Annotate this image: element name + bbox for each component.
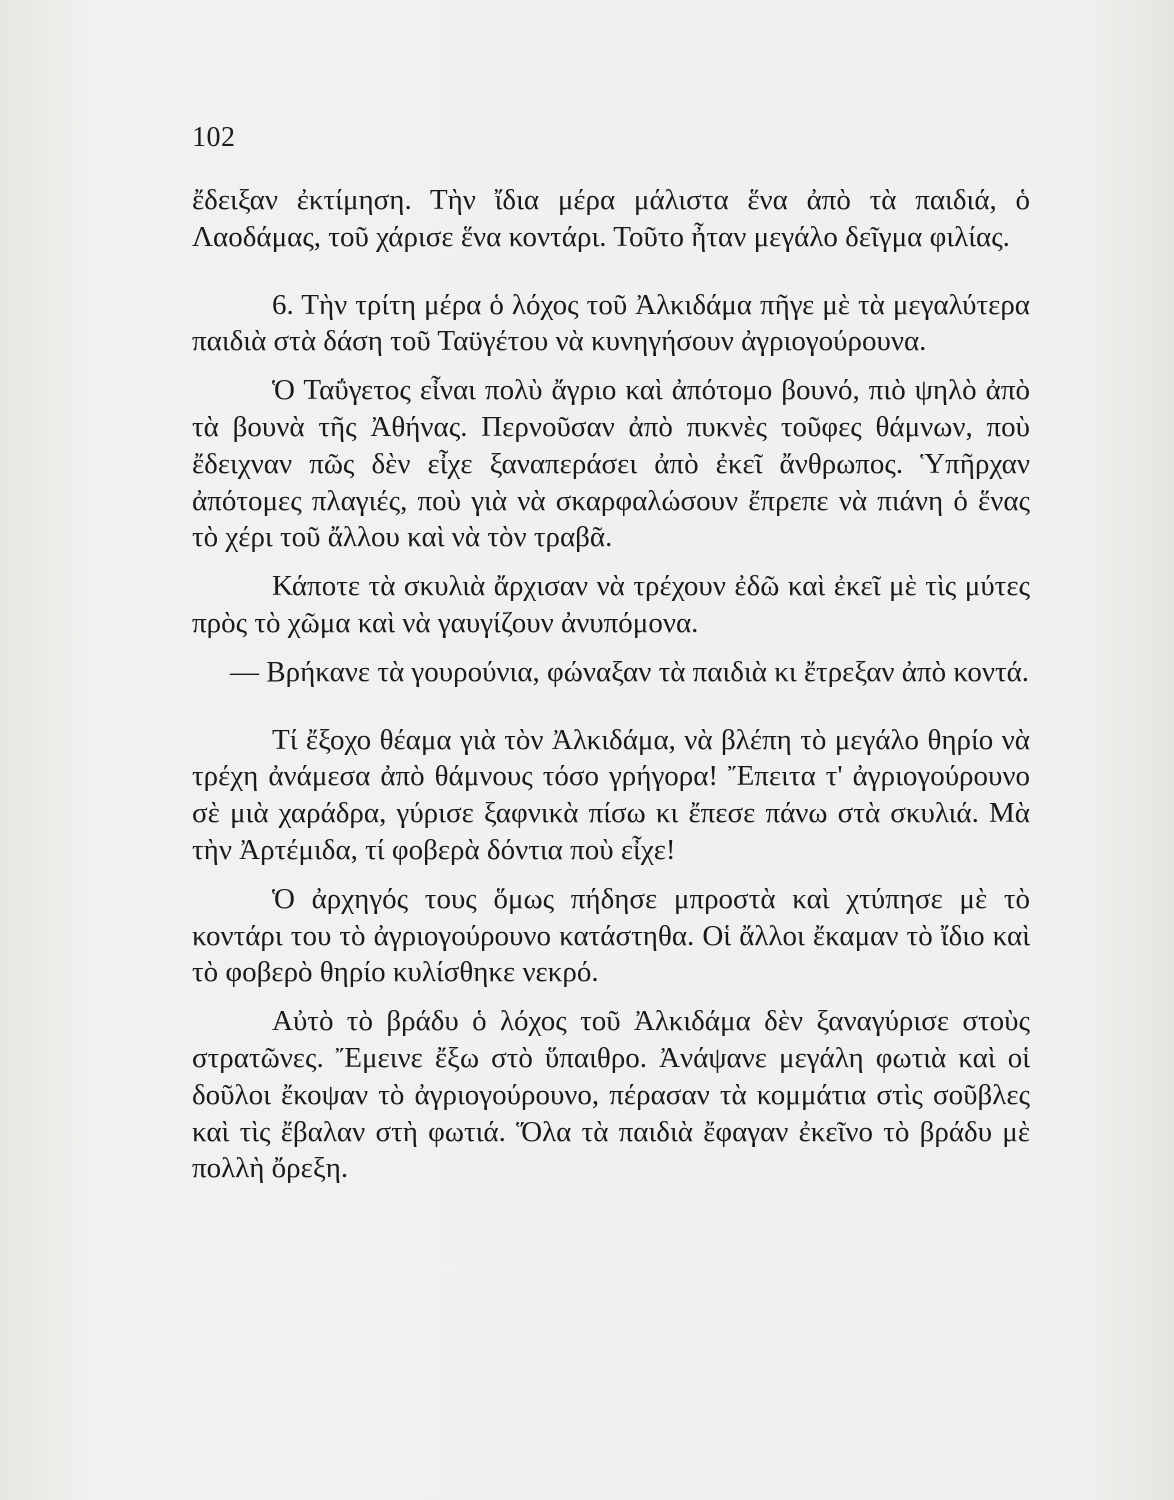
page-number: 102 bbox=[192, 122, 236, 153]
paragraph: Ὁ Ταΰγετος εἶναι πολὺ ἄγριο καὶ ἀπότομο βουνό, πιὸ ψηλὸ ἀπὸ τὰ βουνὰ τῆς Ἀθήνας. Περνοῦσαν ἀπὸ πυκνὲς τοῦφες θάμνων, ποὺ ἔδειχναν πῶς δὲν εἶχε ξαναπεράσει ἀπὸ ἐκεῖ ἄνθρωπος. Ὑπῆρχαν ἀπότομες πλαγιές, ποὺ γιὰ νὰ σκαρφαλώσουν ἔπρεπε νὰ πιάνη ὁ ἕνας τὸ χέρι τοῦ ἄλλου καὶ νὰ τὸν τραβᾶ. bbox=[192, 374, 1030, 554]
paragraph: Αὐτὸ τὸ βράδυ ὁ λόχος τοῦ Ἀλκιδάμα δὲν ξαναγύρισε στοὺς στρατῶνες. Ἔμεινε ἔξω στὸ ὕπαιθρο. Ἀνάψανε μεγάλη φωτιὰ καὶ οἱ δοῦλοι ἔκοψαν τὸ ἀγριογούρουνο, πέρασαν τὰ κομμάτια στὶς σοῦβλες καὶ τὶς ἔβαλαν στὴ φωτιά. Ὅλα τὰ παιδιὰ ἔφαγαν ἐκεῖνο τὸ βράδυ μὲ πολλὴ ὄρεξη. bbox=[192, 1005, 1030, 1185]
paragraph: 6. Τὴν τρίτη μέρα ὁ λόχος τοῦ Ἀλκιδάμα πῆγε μὲ τὰ μεγαλύτερα παιδιὰ στὰ δάση τοῦ Ταϋγέτου νὰ κυνηγήσουν ἀγριογούρουνα. bbox=[192, 288, 1030, 358]
dialogue-paragraph: — Βρήκανε τὰ γουρούνια, φώναξαν τὰ παιδιὰ κι ἔτρεξαν ἀπὸ κοντά. bbox=[230, 655, 1030, 688]
paragraph: Κάποτε τὰ σκυλιὰ ἄρχισαν νὰ τρέχουν ἐδῶ καὶ ἐκεῖ μὲ τὶς μύτες πρὸς τὸ χῶμα καὶ νὰ γαυγίζουν ἀνυπόμονα. bbox=[192, 570, 1030, 639]
paragraph: ἔδειξαν ἐκτίμηση. Τὴν ἴδια μέρα μάλιστα ἕνα ἀπὸ τὰ παιδιά, ὁ Λαοδάμας, τοῦ χάρισε ἕνα κοντάρι. Τοῦτο ἦταν μεγάλο δεῖγμα φιλίας. bbox=[192, 184, 1030, 253]
body-text bbox=[192, 182, 1030, 1187]
paragraph: Ὁ ἀρχηγός τους ὅμως πήδησε μπροστὰ καὶ χτύπησε μὲ τὸ κοντάρι του τὸ ἀγριογούρουνο κατάστηθα. Οἱ ἄλλοι ἔκαμαν τὸ ἴδιο καὶ τὸ φοβερὸ θηρίο κυλίσθηκε νεκρό. bbox=[192, 882, 1030, 989]
paragraph: Τί ἔξοχο θέαμα γιὰ τὸν Ἀλκιδάμα, νὰ βλέπη τὸ μεγάλο θηρίο νὰ τρέχη ἀνάμεσα ἀπὸ θάμνους τόσο γρήγορα! Ἔπειτα τ' ἀγριογούρουνο σὲ μιὰ χαράδρα, γύρισε ξαφνικὰ πίσω κι ἔπεσε πάνω στὰ σκυλιά. Μὰ τὴν Ἀρτέμιδα, τί φοβερὰ δόντια ποὺ εἶχε! bbox=[192, 723, 1030, 866]
